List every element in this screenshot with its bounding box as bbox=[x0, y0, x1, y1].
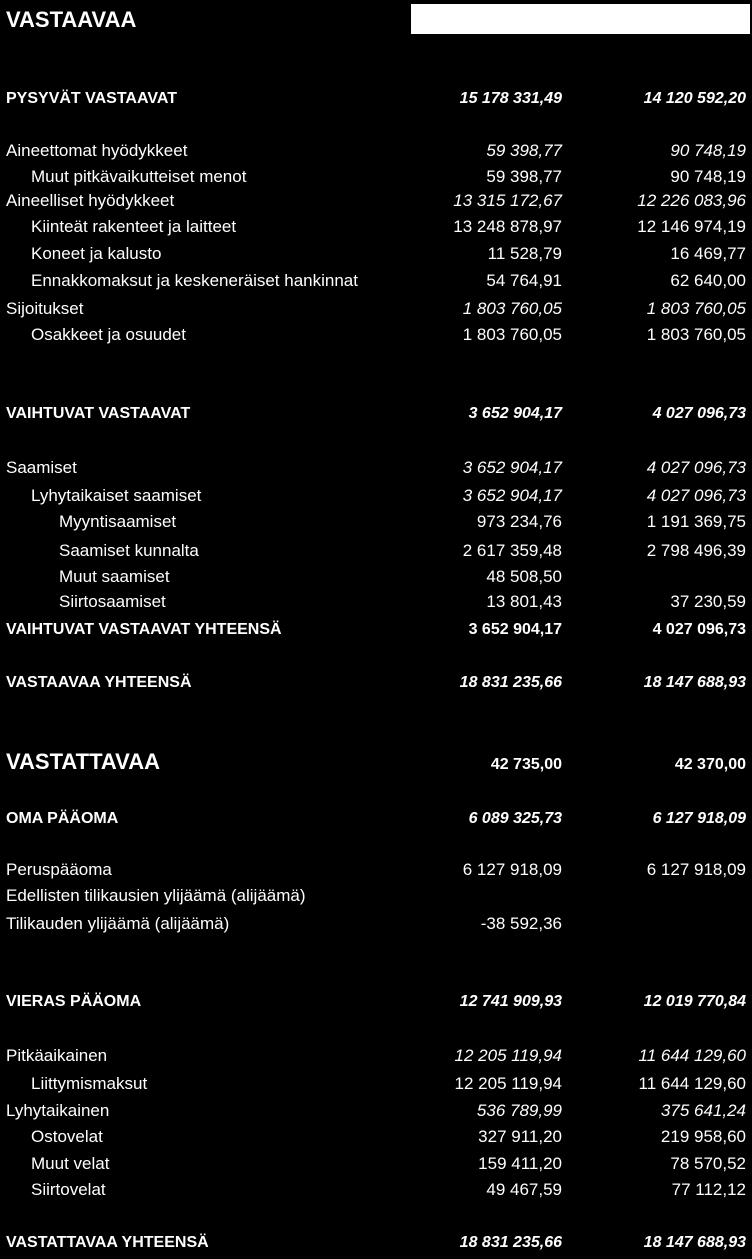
value-previous: 62 640,00 bbox=[670, 271, 746, 290]
table-row-perus bbox=[0, 858, 752, 882]
row-label: Siirtosaamiset bbox=[59, 592, 166, 611]
table-row-lyhyt bbox=[0, 1099, 752, 1123]
value-previous: 12 146 974,19 bbox=[637, 217, 746, 236]
table-row-liittymis bbox=[0, 1072, 752, 1096]
value-current: 59 398,77 bbox=[486, 167, 562, 186]
value-current: 536 789,99 bbox=[476, 1101, 562, 1120]
value-current: 12 205 119,94 bbox=[454, 1074, 562, 1093]
row-label: VASTATTAVAA YHTEENSÄ bbox=[6, 1234, 209, 1251]
value-current: 15 178 331,49 bbox=[459, 90, 562, 107]
value-previous: 4 027 096,73 bbox=[646, 486, 746, 505]
table-row-siirtovelat bbox=[0, 1178, 752, 1202]
value-current: 3 652 904,17 bbox=[468, 621, 562, 638]
value-current: 3 652 904,17 bbox=[468, 405, 562, 422]
table-row-edelliset bbox=[0, 884, 752, 908]
value-current: -38 592,36 bbox=[480, 914, 562, 933]
value-current: 48 508,50 bbox=[486, 567, 562, 586]
table-row-aineettomat bbox=[0, 139, 752, 163]
value-previous: 78 570,52 bbox=[670, 1154, 746, 1173]
row-label: Peruspääoma bbox=[6, 860, 112, 879]
value-current: 13 248 878,97 bbox=[453, 217, 562, 236]
row-label: PYSYVÄT VASTAAVAT bbox=[6, 90, 177, 107]
row-label: Pitkäaikainen bbox=[6, 1046, 108, 1065]
table-row-osakkeet bbox=[0, 323, 752, 347]
value-current: 13 801,43 bbox=[486, 592, 562, 611]
value-current: 3 652 904,17 bbox=[462, 458, 562, 477]
value-current: 59 398,77 bbox=[486, 141, 562, 160]
value-current: 42 735,00 bbox=[490, 756, 562, 773]
value-previous: 18 147 688,93 bbox=[643, 674, 746, 691]
value-current: 11 528,79 bbox=[487, 244, 562, 263]
row-label: Lyhytaikainen bbox=[6, 1101, 110, 1120]
table-row-vastattavaa-yht bbox=[0, 1231, 752, 1255]
value-current: 49 467,59 bbox=[486, 1180, 562, 1199]
row-label: Muut pitkävaikutteiset menot bbox=[31, 167, 247, 186]
value-previous: 1 803 760,05 bbox=[646, 299, 746, 318]
row-label: Aineettomat hyödykkeet bbox=[6, 141, 188, 160]
table-row-vastattavaa bbox=[0, 750, 752, 780]
row-label: OMA PÄÄOMA bbox=[6, 810, 119, 827]
value-previous: 4 027 096,73 bbox=[652, 405, 746, 422]
value-previous: 14 120 592,20 bbox=[643, 90, 746, 107]
table-row-tilikausi bbox=[0, 912, 752, 936]
value-previous: 12 226 083,96 bbox=[637, 191, 746, 210]
row-label: Osakkeet ja osuudet bbox=[31, 325, 186, 344]
value-previous: 375 641,24 bbox=[660, 1101, 746, 1120]
value-previous: 90 748,19 bbox=[670, 167, 746, 186]
row-label: Ennakkomaksut ja keskeneräiset hankinnat bbox=[31, 271, 358, 290]
value-previous: 4 027 096,73 bbox=[652, 621, 746, 638]
table-row-muut-saamiset bbox=[0, 565, 752, 589]
value-previous: 1 803 760,05 bbox=[646, 325, 746, 344]
value-current: 3 652 904,17 bbox=[462, 486, 562, 505]
row-label: Ostovelat bbox=[31, 1127, 103, 1146]
table-row-vaihtuvat-yht bbox=[0, 618, 752, 642]
value-previous: 12 019 770,84 bbox=[643, 993, 746, 1010]
value-current: 1 803 760,05 bbox=[462, 299, 562, 318]
value-previous: 11 644 129,60 bbox=[638, 1074, 746, 1093]
value-current: 6 127 918,09 bbox=[462, 860, 562, 879]
table-row-vieras bbox=[0, 990, 752, 1014]
table-row-myynti bbox=[0, 510, 752, 534]
table-row-muut-pitk bbox=[0, 165, 752, 189]
row-label: Muut velat bbox=[31, 1154, 110, 1173]
table-row-saamiset bbox=[0, 456, 752, 480]
value-previous: 37 230,59 bbox=[670, 592, 746, 611]
row-label: VAIHTUVAT VASTAAVAT YHTEENSÄ bbox=[6, 621, 282, 638]
row-label: VASTATTAVAA bbox=[6, 750, 160, 774]
value-previous: 6 127 918,09 bbox=[652, 810, 746, 827]
row-label: Liittymismaksut bbox=[31, 1074, 148, 1093]
row-label: Saamiset kunnalta bbox=[59, 541, 199, 560]
row-label: VAIHTUVAT VASTAAVAT bbox=[6, 405, 191, 422]
table-row-siirtosaamiset bbox=[0, 590, 752, 614]
row-label: Myyntisaamiset bbox=[59, 512, 177, 531]
value-current: 18 831 235,66 bbox=[459, 674, 562, 691]
value-previous: 2 798 496,39 bbox=[646, 541, 746, 560]
title-text: VASTAAVAA bbox=[6, 7, 137, 32]
row-label: Kiinteät rakenteet ja laitteet bbox=[31, 217, 237, 236]
header-white-box bbox=[411, 4, 750, 34]
table-row-kunnalta bbox=[0, 539, 752, 563]
row-label: VASTAAVAA YHTEENSÄ bbox=[6, 674, 192, 691]
value-previous: 219 958,60 bbox=[660, 1127, 746, 1146]
table-row-pitka bbox=[0, 1044, 752, 1068]
value-current: 973 234,76 bbox=[476, 512, 562, 531]
value-current: 13 315 172,67 bbox=[453, 191, 562, 210]
value-current: 159 411,20 bbox=[478, 1154, 562, 1173]
table-row-kiinteat bbox=[0, 215, 752, 239]
value-previous: 90 748,19 bbox=[670, 141, 746, 160]
table-row-osto bbox=[0, 1125, 752, 1149]
table-row-aineelliset bbox=[0, 189, 752, 213]
table-row-vastaavaa-yht bbox=[0, 671, 752, 695]
value-current: 1 803 760,05 bbox=[462, 325, 562, 344]
row-label: Lyhytaikaiset saamiset bbox=[31, 486, 202, 505]
value-previous: 4 027 096,73 bbox=[646, 458, 746, 477]
value-current: 12 741 909,93 bbox=[459, 993, 562, 1010]
value-previous: 77 112,12 bbox=[671, 1180, 746, 1199]
table-row-koneet bbox=[0, 242, 752, 266]
row-label: Koneet ja kalusto bbox=[31, 244, 162, 263]
value-previous: 11 644 129,60 bbox=[638, 1046, 746, 1065]
value-current: 6 089 325,73 bbox=[468, 810, 562, 827]
row-label: Aineelliset hyödykkeet bbox=[6, 191, 175, 210]
row-label: Siirtovelat bbox=[31, 1180, 106, 1199]
value-current: 54 764,91 bbox=[486, 271, 562, 290]
value-previous: 16 469,77 bbox=[670, 244, 746, 263]
value-previous: 6 127 918,09 bbox=[646, 860, 746, 879]
value-previous: 42 370,00 bbox=[674, 756, 746, 773]
row-label: VIERAS PÄÄOMA bbox=[6, 993, 142, 1010]
value-previous: 18 147 688,93 bbox=[643, 1234, 746, 1251]
table-row-sijoitukset bbox=[0, 297, 752, 321]
table-row-muut-velat bbox=[0, 1152, 752, 1176]
value-current: 12 205 119,94 bbox=[454, 1046, 562, 1065]
value-current: 18 831 235,66 bbox=[459, 1234, 562, 1251]
value-previous: 1 191 369,75 bbox=[646, 512, 746, 531]
table-row-oma bbox=[0, 807, 752, 831]
value-current: 327 911,20 bbox=[478, 1127, 562, 1146]
row-label: Sijoitukset bbox=[6, 299, 84, 318]
row-label: Saamiset bbox=[6, 458, 77, 477]
row-label: Edellisten tilikausien ylijäämä (alijäämä) bbox=[6, 886, 306, 905]
table-row-ennakko bbox=[0, 269, 752, 293]
table-row-pysyvat bbox=[0, 87, 752, 111]
value-current: 2 617 359,48 bbox=[462, 541, 562, 560]
row-label: Tilikauden ylijäämä (alijäämä) bbox=[6, 914, 230, 933]
table-row-vaihtuvat bbox=[0, 402, 752, 426]
row-label: Muut saamiset bbox=[59, 567, 170, 586]
table-row-lyhyt-saamiset bbox=[0, 484, 752, 508]
